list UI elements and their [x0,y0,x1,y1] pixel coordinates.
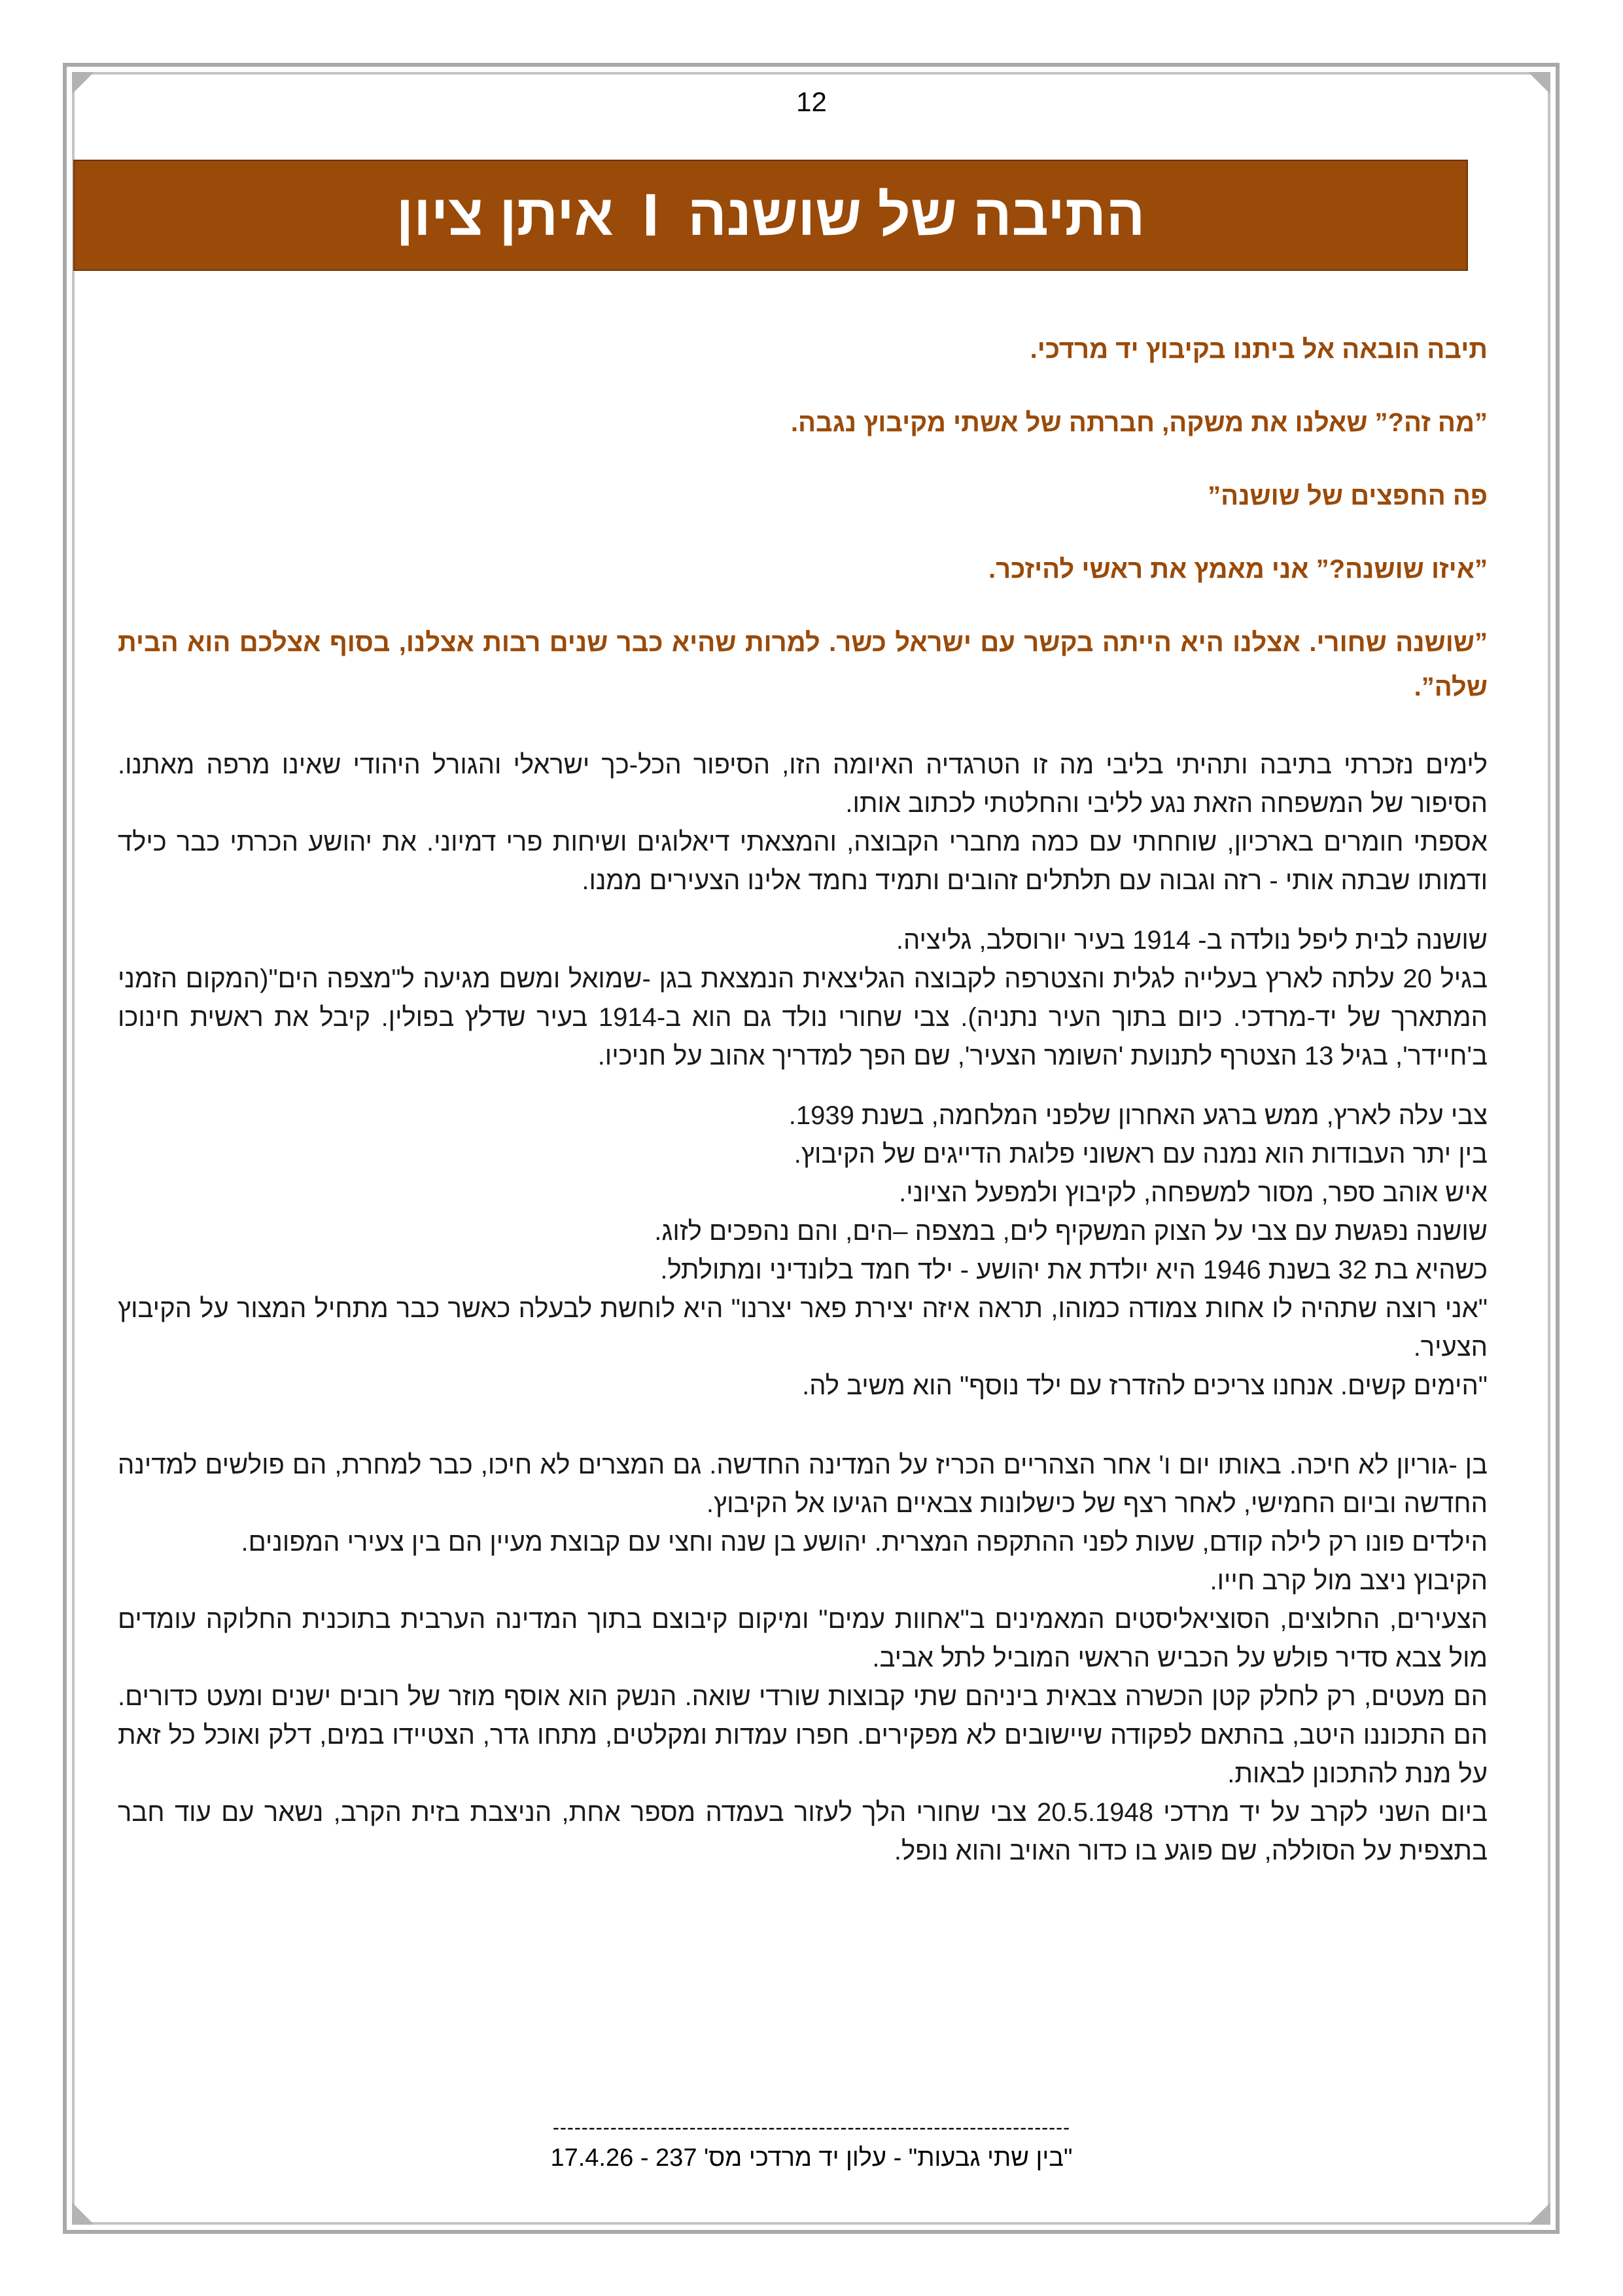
paragraph-battle [118,1446,1488,1871]
intro-line: ”איזו שושנה?” אני מאמץ את ראשי להיזכר. [988,555,1488,584]
title-banner [73,160,1468,271]
paragraph-line: כשהיא בת 32 בשנת 1946 היא יולדת את יהושע - ילד חמד בלונדיני ומתולתל. [660,1256,1488,1284]
page-footer [0,2116,1623,2176]
footer-rule: ------------------------------------------------------------------------ [552,2117,1071,2138]
title-separator: I [642,181,659,249]
paragraph-family [118,1097,1488,1405]
paragraph-line: ביום השני לקרב על יד מרדכי 20.5.1948 צבי שחורי הלך לעזור בעמדה מספר אחת, הניצבת בזית הקרב, נשאר עם עוד חבר בתצפית על הסוללה, שם פוגע בו כדור האויב והוא נופל. [118,1798,1488,1865]
article-author: איתן ציון [396,183,614,247]
paragraph-memory [118,746,1488,900]
intro-line: תיבה הובאה אל ביתנו בקיבוץ יד מרדכי. [1030,335,1488,364]
paragraph-line: צבי עלה לארץ, ממש ברגע האחרון שלפני המלחמה, בשנת 1939. [788,1101,1488,1130]
paragraph-line: לימים נזכרתי בתיבה ותהיתי בליבי מה זו הטרגדיה האיומה הזו, הסיפור הכל-כך ישראלי והגורל היהודי שאינו מרפה מאתנו. הסיפור של המשפחה הזאת נגע לליבי והחלטתי לכתוב אותו. [118,751,1488,818]
paragraph-line: שושנה לבית ליפל נולדה ב- 1914 בעיר יורוסלב, גליציה. [896,926,1488,955]
intro-line: ”שושנה שחורי. אצלנו היא הייתה בקשר עם ישראל כשר. למרות שהיא כבר שנים רבות אצלנו, בסוף אצלכם הוא הבית שלה”. [118,628,1488,701]
intro-dialogue [118,327,1488,709]
paragraph-line: הם מעטים, רק לחלק קטן הכשרה צבאית ביניהם שתי קבוצות שורדי שואה. הנשק הוא אוסף מוזר של רובים ישנים ומעט כדורים. הם התכוננו היטב, בהתאם לפקודה שיישובים לא מפקירים. חפרו עמדות ומקלטים, מתחו גדר, הצטיידו במים, דלק ואוכל כל זאת על מנת להתכונן לבאות. [118,1682,1488,1788]
paragraph-line: "הימים קשים. אנחנו צריכים להזדרז עם ילד נוסף" הוא משיב לה. [802,1371,1488,1400]
corner-ornament-bottom-left [72,2202,94,2225]
paragraph-line: בין יתר העבודות הוא נמנה עם ראשוני פלוגת הדייגים של הקיבוץ. [794,1140,1488,1169]
paragraph-line: הצעירים, החלוצים, הסוציאליסטים המאמינים ב"אחוות עמים" ומיקום קיבוצם בתוך המדינה הערבית בתוכנית החלוקה עומדים מול צבא סדיר פולש על הכביש הראשי המוביל לתל אביב. [118,1605,1488,1672]
corner-ornament-bottom-right [1528,2202,1550,2225]
paragraph-line: אספתי חומרים בארכיון, שוחחתי עם כמה מחברי הקבוצה, והמצאתי דיאלוגים ושיחות פרי דמיוני. את יהושע הכרתי כבר כילד ודמותו שבתה אותי - רזה וגבוה עם תלתלים זהובים ותמיד נחמד אלינו הצעירים ממנו. [118,828,1488,895]
paragraph-line: הילדים פונו רק לילה קודם, שעות לפני ההתקפה המצרית. יהושע בן שנה וחצי עם קבוצת מעיין הם בין צעירי המפונים. [241,1528,1488,1557]
article-body [118,327,1488,1892]
intro-line: פה החפצים של שושנה” [1208,482,1488,510]
paragraph-line: איש אוהב ספר, מסור למשפחה, לקיבוץ ולמפעל הציוני. [899,1178,1488,1207]
paragraph-line: בגיל 20 עלתה לארץ בעלייה לגלית והצטרפה לקבוצה הגליצאית הנמצאת בגן -שמואל ומשם מגיעה ל"מצפה הים"(המקום הזמני המתארך של יד-מרדכי. כיום בתוך העיר נתניה). צבי שחורי נולד גם הוא ב-1914 בעיר שדלץ בפולין. קיבל את ראשית חינוכו ב'חיידר', בגיל 13 הצטרף לתנועת 'השומר הצעיר', שם הפך למדריך אהוב על חניכיו. [118,964,1488,1070]
intro-line: ”מה זה?” שאלנו את משקה, חברתה של אשתי מקיבוץ נגבה. [790,408,1488,437]
paragraph-line: "אני רוצה שתהיה לו אחות צמודה כמוהו, תראה איזה יצירת פאר יצרנו" היא לוחשת לבעלה כאשר כבר מתחיל המצור על הקיבוץ הצעיר. [118,1294,1488,1362]
footer-source: "בין שתי גבעות" - עלון יד מרדכי מס' 237 - 17.4.26 [550,2144,1073,2172]
paragraph-line: הקיבוץ ניצב מול קרב חייו. [1210,1566,1488,1595]
paragraph-line: בן -גוריון לא חיכה. באותו יום ו' אחר הצהריים הכריז על המדינה החדשה. גם המצרים לא חיכו, כבר למחרת, הם פולשים למדינה החדשה וביום החמישי, לאחר רצף של כישלונות צבאיים הגיעו אל הקיבוץ. [118,1451,1488,1518]
paragraph-line: שושנה נפגשת עם צבי על הצוק המשקיף לים, במצפה –הים, והם נהפכים לזוג. [654,1217,1488,1246]
page-number: 12 [796,86,827,117]
article-title: התיבה של שושנה [688,183,1145,247]
paragraph-biography [118,921,1488,1076]
